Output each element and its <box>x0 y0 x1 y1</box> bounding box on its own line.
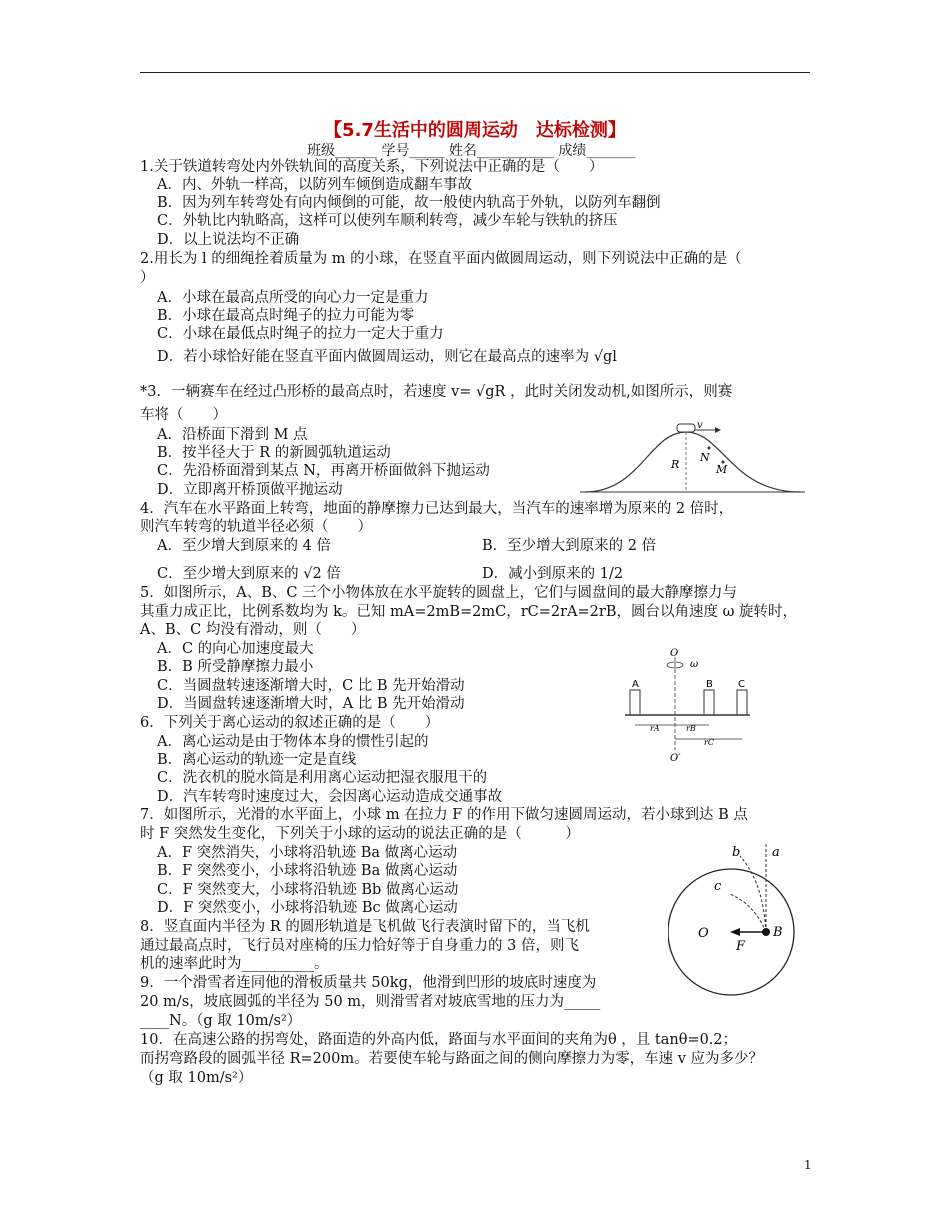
question-3-cont: 车将（ ） <box>140 407 227 423</box>
q4-option-c: C．至少增大到原来的 √2 倍 <box>157 566 341 582</box>
question-2: 2.用长为 l 的细绳拴着质量为 m 的小球，在竖直平面内做圆周运动，则下列说法中正确的是（ <box>140 251 742 267</box>
bridge-label-n: N <box>700 451 710 464</box>
q4-option-d: D．减小到原来的 1/2 <box>482 566 624 582</box>
circle-label-o: O <box>698 926 709 941</box>
disc-label-rc: rC <box>704 738 714 747</box>
q3-option-b: B．按半径大于 R 的新圆弧轨道运动 <box>157 445 391 461</box>
page-number: 1 <box>804 1158 812 1172</box>
question-10-cont: 而拐弯路段的圆弧半径 R=200m。若要使车轮与路面之间的侧向摩擦力为零，车速 v 应为多少？ <box>140 1051 764 1067</box>
q2-option-c: C．小球在最低点时绳子的拉力一定大于重力 <box>157 326 444 342</box>
block-b <box>704 690 714 715</box>
q1-option-b: B．因为列车转弯处有向内倾倒的可能，故一般使内轨高于外轨，以防列车翻倒 <box>157 195 661 211</box>
circle-figure <box>668 832 798 1027</box>
student-info: 班级______ 学号_____ 姓名___________ 成绩_______ <box>307 143 636 159</box>
question-9: 9．一个滑雪者连同他的滑板质量共 50kg，他滑到凹形的坡底时速度为 <box>140 975 597 991</box>
q6-option-d: D．汽车转弯时速度过大，会因离心运动造成交通事故 <box>157 789 503 805</box>
bridge-label-m: M <box>716 463 728 476</box>
q3-option-c: C．先沿桥面滑到某点 N，再离开桥面做斜下抛运动 <box>157 463 490 479</box>
disc-figure <box>620 645 750 765</box>
question-5: 5．如图所示，A、B、C 三个小物体放在水平旋转的圆盘上，它们与圆盘间的最大静摩擦力与 <box>140 585 738 601</box>
question-8: 8．竖直面内半径为 R 的圆形轨道是飞机做飞行表演时留下的，当飞机 <box>140 919 590 935</box>
q6-option-c: C．洗衣机的脱水筒是利用离心运动把湿衣服甩干的 <box>157 770 488 786</box>
q3-option-a: A．沿桥面下滑到 M 点 <box>157 427 308 443</box>
q5-option-a: A．C 的向心加速度最大 <box>157 641 314 657</box>
q5-option-c: C．当圆盘转速逐渐增大时，C 比 B 先开始滑动 <box>157 678 465 694</box>
q6-option-b: B．离心运动的轨迹一定是直线 <box>157 752 357 768</box>
question-8-cont2: 机的速率此时为__________。 <box>140 956 329 972</box>
disc-label-a: A <box>632 679 639 690</box>
question-6: 6．下列关于离心运动的叙述正确的是（ ） <box>140 715 440 731</box>
q7-option-b: B．F 突然变小，小球将沿轨迹 Ba 做离心运动 <box>157 863 458 879</box>
bridge-label-r: R <box>671 458 680 471</box>
ball-b <box>762 928 770 936</box>
page-title: 【5.7生活中的圆周运动 达标检测】 <box>324 120 626 141</box>
question-4-cont: 则汽车转弯的轨道半径必须（ ） <box>140 519 372 535</box>
question-7: 7．如图所示，光滑的水平面上，小球 m 在拉力 F 的作用下做匀速圆周运动，若小球到达 B 点 <box>140 807 748 823</box>
q6-option-a: A．离心运动是由于物体本身的惯性引起的 <box>157 734 429 750</box>
force-arrowhead-icon <box>730 928 740 936</box>
disc-label-o: O <box>670 648 679 659</box>
q2-option-a: A．小球在最高点所受的向心力一定是重力 <box>157 290 429 306</box>
q1-option-c: C．外轨比内轨略高，这样可以使列车顺利转弯，减少车轮与铁轨的挤压 <box>157 213 618 229</box>
block-a <box>630 690 640 715</box>
circle-label-f: F <box>736 939 746 954</box>
question-9-cont2: ____N。（g 取 10m/s²） <box>140 1013 302 1029</box>
question-7-cont: 时 F 突然发生变化，下列关于小球的运动的说法正确的是（ ） <box>140 826 580 842</box>
header-rule <box>140 72 810 73</box>
circle-label-a: a <box>772 845 780 860</box>
q5-option-b: B．B 所受静摩擦力最小 <box>157 659 314 675</box>
question-10: 10．在高速公路的拐弯处，路面造的外高内低，路面与水平面间的夹角为θ ，且 tanθ=0.2； <box>140 1032 738 1048</box>
disc-label-b: B <box>706 679 713 690</box>
question-9-cont: 20 m/s，坡底圆弧的半径为 50 m，则滑雪者对坡底雪地的压力为_____ <box>140 994 601 1010</box>
question-5-cont: 其重力成正比，比例系数均为 k。已知 mA=2mB=2mC，rC=2rA=2rB，圆台以角速度 ω 旋转时， <box>140 604 798 620</box>
q1-option-a: A．内、外轨一样高，以防列车倾倒造成翻车事故 <box>157 177 472 193</box>
bridge-arc <box>585 432 800 492</box>
race-car-icon <box>677 424 695 432</box>
q7-option-a: A．F 突然消失，小球将沿轨迹 Ba 做离心运动 <box>157 845 458 861</box>
velocity-arrowhead-icon <box>715 427 721 433</box>
q7-option-c: C．F 突然变大，小球将沿轨迹 Bb 做离心运动 <box>157 882 459 898</box>
question-3: *3．一辆赛车在经过凸形桥的最高点时，若速度 v= √gR ，此时关闭发动机,如图所示，则赛 <box>140 384 733 400</box>
circle-label-b: B <box>773 925 783 940</box>
disc-label-ra: rA <box>650 724 660 733</box>
point-n <box>708 447 711 450</box>
question-1: 1.关于铁道转弯处内外铁轨间的高度关系，下列说法中正确的是（ ） <box>140 159 604 175</box>
q4-option-a: A．至少增大到原来的 4 倍 <box>157 538 331 554</box>
disc-label-rb: rB <box>686 724 696 733</box>
q5-option-d: D．当圆盘转速逐渐增大时，A 比 B 先开始滑动 <box>157 696 465 712</box>
disc-label-omega: ω <box>690 659 699 670</box>
question-10-cont2: （g 取 10m/s²） <box>140 1070 253 1086</box>
disc-label-c: C <box>738 679 745 690</box>
bridge-figure <box>580 418 820 498</box>
trajectory-b <box>740 856 766 932</box>
circle-label-b-lower: b <box>732 845 741 860</box>
bridge-label-v: v <box>697 420 703 431</box>
q3-option-d: D．立即离开桥顶做平抛运动 <box>157 482 343 498</box>
trajectory-c <box>730 894 766 932</box>
q2-option-b: B．小球在最高点时绳子的拉力可能为零 <box>157 308 415 324</box>
disc-label-o-prime: O′ <box>670 753 681 764</box>
point-m <box>722 461 725 464</box>
question-4: 4．汽车在水平路面上转弯，地面的静摩擦力已达到最大，当汽车的速率增为原来的 2 倍时， <box>140 501 734 517</box>
q4-option-b: B．至少增大到原来的 2 倍 <box>482 538 657 554</box>
question-2-cont: ） <box>140 270 155 286</box>
q7-option-d: D．F 突然变小，小球将沿轨迹 Bc 做离心运动 <box>157 900 458 916</box>
circle-label-c: c <box>714 879 722 894</box>
q1-option-d: D．以上说法均不正确 <box>157 232 300 248</box>
question-8-cont: 通过最高点时，飞行员对座椅的压力恰好等于自身重力的 3 倍，则飞 <box>140 938 579 954</box>
q2-option-d: D．若小球恰好能在竖直平面内做圆周运动，则它在最高点的速率为 √gl <box>157 349 617 365</box>
block-c <box>737 690 747 715</box>
question-5-cont2: A、B、C 均没有滑动，则（ ） <box>140 622 366 638</box>
